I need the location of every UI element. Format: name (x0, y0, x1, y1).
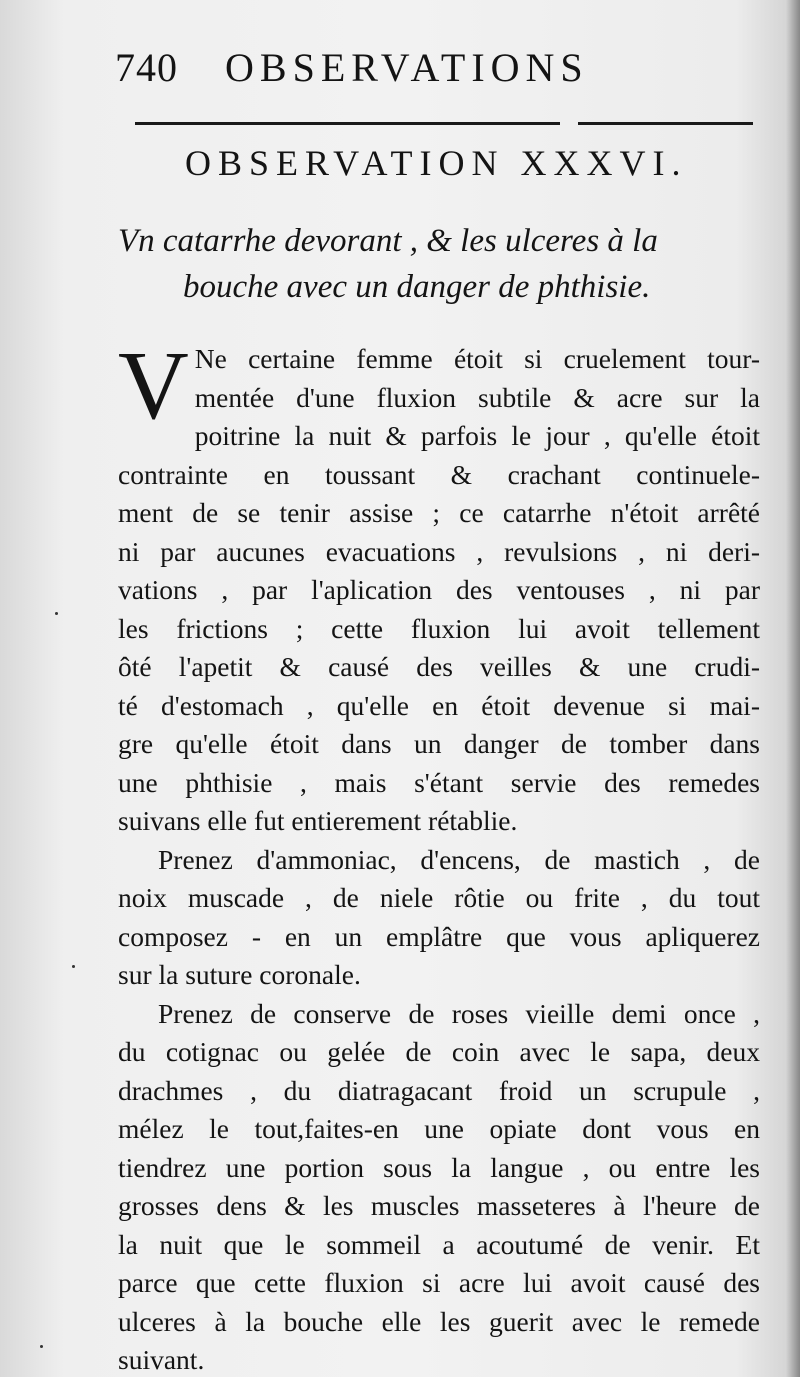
text-line: Prenez d'ammoniac, d'encens, de mastich , de (158, 843, 760, 875)
text-line: ôté l'apetit & causé des veilles & une crudi- (118, 651, 760, 682)
running-head (115, 38, 695, 98)
paper-speck (72, 965, 75, 968)
text-line: la nuit que le sommeil a acoutumé de venir. Et (118, 1228, 760, 1260)
paragraph-1 (118, 332, 760, 841)
subtitle-line-2: bouche avec un danger de phthisie. (183, 269, 651, 305)
body-text (118, 332, 760, 1377)
page-number: 740 (115, 45, 178, 90)
text-line: Prenez de conserve de roses vieille demi once , (158, 997, 760, 1029)
text-line: les frictions ; cette fluxion lui avoit tellement (118, 612, 760, 644)
subtitle-line-1: Vn catarrhe devorant , & les ulceres à la (118, 223, 658, 259)
header-rule-right (578, 122, 753, 125)
observation-title: OBSERVATION XXXVI. (185, 143, 688, 183)
text-line: té d'estomach , qu'elle en étoit devenue si mai- (118, 689, 760, 721)
text-line: drachmes , du diatragacant froid un scrupule , (118, 1074, 760, 1106)
text-line: ment de se tenir assise ; ce catarrhe n'étoit arrêté (118, 497, 760, 528)
text-line: gre qu'elle étoit dans un danger de tomber dans (118, 728, 760, 759)
drop-cap: V (118, 332, 189, 440)
page-gutter-shadow (786, 0, 800, 1377)
text-line: ni par aucunes evacuations , revulsions , ni deri- (118, 535, 760, 567)
text-line: grosses dens & les muscles masseteres à l'heure de (118, 1190, 760, 1221)
text-line: contrainte en toussant & crachant continuele- (118, 458, 760, 490)
text-line: suivant. (118, 1344, 205, 1375)
text-line: du cotignac ou gelée de coin avec le sapa, deux (118, 1036, 760, 1067)
observation-subtitle (118, 218, 768, 310)
text-line: noix muscade , de niele rôtie ou frite , du tout (118, 882, 760, 913)
paragraph-3 (118, 995, 760, 1377)
text-line: suivans elle fut entierement rétablie. (118, 805, 518, 836)
text-line: ulceres à la bouche elle les guerit avec le remede (118, 1305, 760, 1337)
text-line: composez - en un emplâtre que vous apliquerez (118, 920, 760, 952)
text-line: poitrine la nuit & parfois le jour , qu'elle étoit (194, 420, 760, 451)
running-title: OBSERVATIONS (225, 45, 589, 90)
header-rule-left (135, 122, 560, 125)
text-line: parce que cette fluxion si acre lui avoit causé des (118, 1267, 760, 1298)
paper-speck (40, 1345, 43, 1348)
text-line: mentée d'une fluxion subtile & acre sur la (194, 381, 760, 413)
text-line: mélez le tout,faites-en une opiate dont vous en (118, 1113, 760, 1144)
paragraph-2 (118, 841, 760, 995)
text-line: Ne certaine femme étoit si cruelement tour- (194, 343, 760, 374)
text-line: une phthisie , mais s'étant servie des remedes (118, 766, 760, 798)
paper-speck (55, 612, 58, 615)
text-line: sur la suture coronale. (118, 959, 361, 990)
text-line: vations , par l'aplication des ventouses , ni par (118, 574, 760, 605)
text-line: tiendrez une portion sous la langue , ou entre les (118, 1151, 760, 1183)
